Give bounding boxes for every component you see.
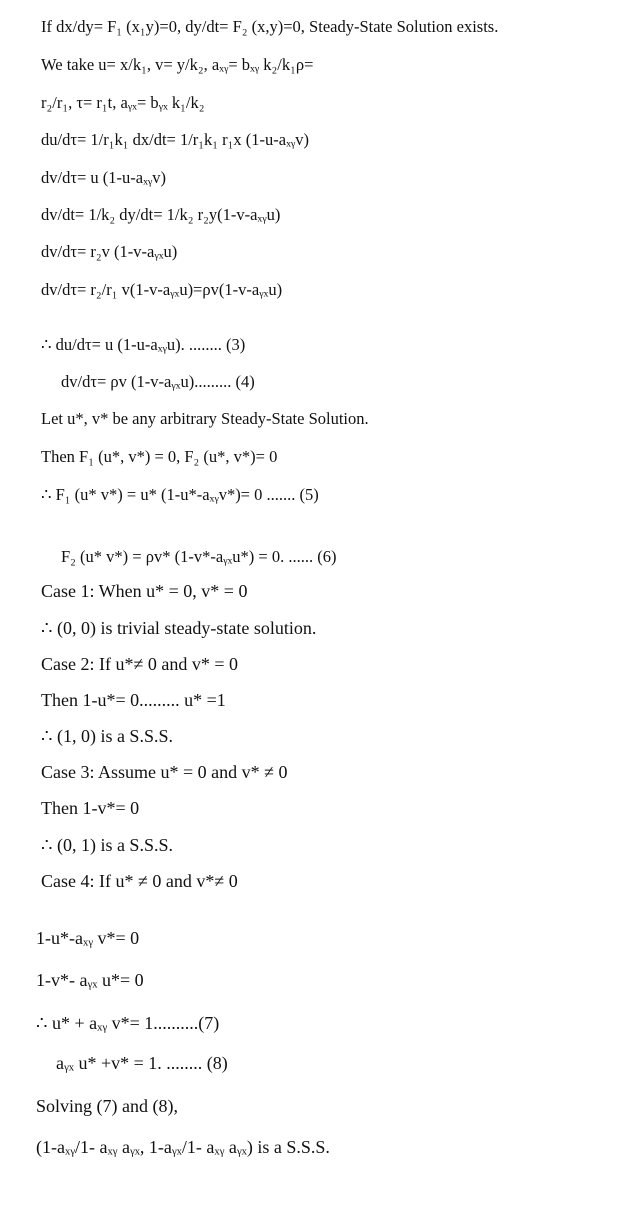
final-solution: (1-aₓᵧ/1- aₓᵧ aᵧₓ, 1-aᵧₓ/1- aₓᵧ aᵧₓ) is a S.S.S. [36, 1137, 330, 1157]
solving-line: Solving (7) and (8), [36, 1096, 178, 1116]
case-3-heading: Case 3: Assume u* = 0 and v* ≠ 0 [41, 762, 288, 782]
case-4-equation-a: 1-u*-aₓᵧ v*= 0 [36, 928, 140, 948]
text-line-11: Let u*, v* be any arbitrary Steady-State Solution. [41, 409, 369, 428]
equation-4: dv/dτ= ρv (1-v-aᵧₓu)......... (4) [61, 372, 255, 391]
text-line-2: We take u= x/k₁, v= y/k₂, aₓᵧ= bₓᵧ k₂/k₁ρ= [41, 55, 314, 74]
case-3-result: ∴ (0, 1) is a S.S.S. [41, 835, 173, 855]
case-1-heading: Case 1: When u* = 0, v* = 0 [41, 581, 248, 601]
case-1-result: ∴ (0, 0) is trivial steady-state solution. [41, 618, 317, 638]
text-line-8: dv/dτ= r₂/r₁ v(1-v-aᵧₓu)=ρv(1-v-aᵧₓu) [41, 280, 283, 299]
text-line-5: dv/dτ= u (1-u-aₓᵧv) [41, 168, 166, 187]
case-3-step: Then 1-v*= 0 [41, 798, 140, 818]
text-line-6: dv/dt= 1/k₂ dy/dt= 1/k₂ r₂y(1-v-aₓᵧu) [41, 205, 281, 224]
text-line-7: dv/dτ= r₂v (1-v-aᵧₓu) [41, 242, 178, 261]
text-line-1: If dx/dy= F₁ (x₁y)=0, dy/dt= F₂ (x,y)=0, Steady-State Solution exists. [41, 17, 499, 36]
text-line-3: r₂/r₁, τ= r₁t, aᵧₓ= bᵧₓ k₁/k₂ [41, 93, 205, 112]
equation-5: ∴ F₁ (u* v*) = u* (1-u*-aₓᵧv*)= 0 ....... (5) [41, 485, 319, 504]
equation-6: F₂ (u* v*) = ρv* (1-v*-aᵧₓu*) = 0. ...... (6) [61, 547, 337, 566]
equation-8: aᵧₓ u* +v* = 1. ........ (8) [56, 1053, 228, 1073]
case-2-result: ∴ (1, 0) is a S.S.S. [41, 726, 173, 746]
case-2-heading: Case 2: If u*≠ 0 and v* = 0 [41, 654, 238, 674]
equation-7: ∴ u* + aₓᵧ v*= 1..........(7) [36, 1013, 220, 1033]
equation-3: ∴ du/dτ= u (1-u-aₓᵧu). ........ (3) [41, 335, 246, 354]
case-4-heading: Case 4: If u* ≠ 0 and v*≠ 0 [41, 871, 238, 891]
text-line-4: du/dτ= 1/r₁k₁ dx/dt= 1/r₁k₁ r₁x (1-u-aₓᵧv) [41, 130, 309, 149]
text-line-12: Then F₁ (u*, v*) = 0, F₂ (u*, v*)= 0 [41, 447, 278, 466]
case-4-equation-b: 1-v*- aᵧₓ u*= 0 [36, 970, 144, 990]
case-2-step: Then 1-u*= 0......... u* =1 [41, 690, 226, 710]
